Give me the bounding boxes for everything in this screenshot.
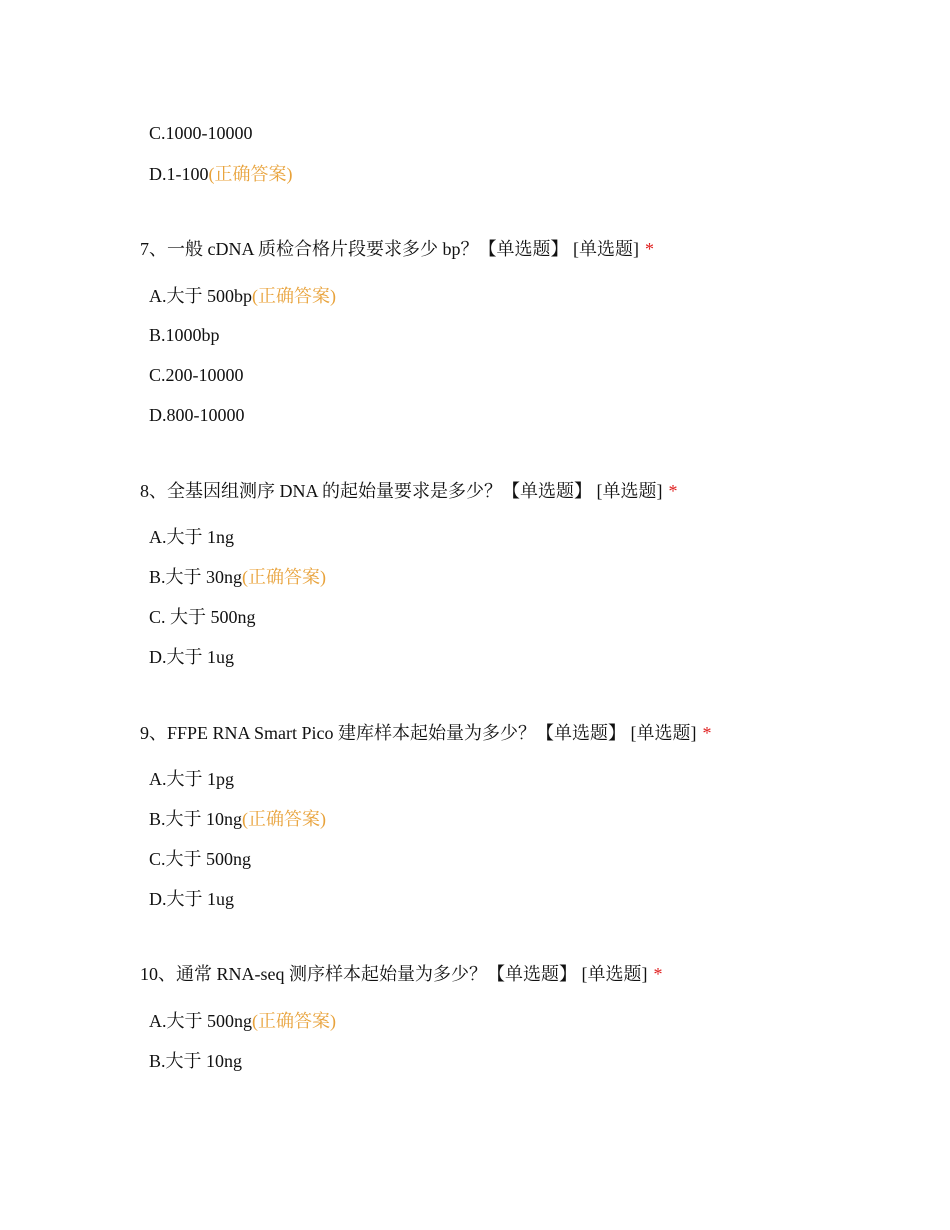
option-text: A.大于 1pg xyxy=(149,769,234,789)
required-marker: * xyxy=(668,481,678,501)
option-q10-a xyxy=(149,1009,336,1033)
option-q8-a xyxy=(149,525,234,549)
option-q9-a xyxy=(149,767,234,791)
option-text: A.大于 1ng xyxy=(149,527,234,547)
option-text: B.1000bp xyxy=(149,325,220,345)
option-text: B.大于 10ng xyxy=(149,1051,243,1071)
question-8-title xyxy=(140,479,678,503)
question-text: 10、通常 RNA-seq 测序样本起始量为多少？【单选题】 [单选题] xyxy=(140,964,648,984)
question-9-title xyxy=(140,721,712,745)
question-text: 9、FFPE RNA Smart Pico 建库样本起始量为多少？【单选题】 [单选题] xyxy=(140,723,697,743)
option-text: A.大于 500ng xyxy=(149,1011,252,1031)
required-marker: * xyxy=(702,723,712,743)
correct-answer-marker: (正确答案) xyxy=(252,1011,336,1031)
option-q6-c xyxy=(149,121,253,145)
option-q8-b xyxy=(149,565,326,589)
option-text: B.大于 10ng xyxy=(149,809,243,829)
option-text: A.大于 500bp xyxy=(149,286,252,306)
question-7-title xyxy=(140,237,654,261)
option-text: C.200-10000 xyxy=(149,365,244,385)
option-q7-b xyxy=(149,323,220,347)
option-text: D.800-10000 xyxy=(149,405,245,425)
option-text: C.大于 500ng xyxy=(149,849,252,869)
correct-answer-marker: (正确答案) xyxy=(242,567,327,587)
option-q9-d xyxy=(149,887,234,911)
option-text: B.大于 30ng xyxy=(149,567,243,587)
option-q10-b xyxy=(149,1049,242,1073)
option-text: D.1-100 xyxy=(149,164,209,184)
correct-answer-marker: (正确答案) xyxy=(252,286,336,306)
option-text: C. 大于 500ng xyxy=(149,607,256,627)
correct-answer-marker: (正确答案) xyxy=(208,164,293,184)
option-text: D.大于 1ug xyxy=(149,647,234,667)
option-q8-c xyxy=(149,605,256,629)
option-text: C.1000-10000 xyxy=(149,123,253,143)
correct-answer-marker: (正确答案) xyxy=(242,809,327,829)
option-text: D.大于 1ug xyxy=(149,889,234,909)
option-q6-d xyxy=(149,162,293,186)
question-text: 8、全基因组测序 DNA 的起始量要求是多少？【单选题】 [单选题] xyxy=(140,481,663,501)
option-q8-d xyxy=(149,645,234,669)
required-marker: * xyxy=(653,964,663,984)
required-marker: * xyxy=(644,239,654,259)
option-q7-a xyxy=(149,284,336,308)
option-q7-c xyxy=(149,363,244,387)
question-text: 7、一般 cDNA 质检合格片段要求多少 bp？【单选题】 [单选题] xyxy=(140,239,639,259)
option-q9-c xyxy=(149,847,251,871)
option-q7-d xyxy=(149,403,245,427)
option-q9-b xyxy=(149,807,326,831)
question-10-title xyxy=(140,962,662,986)
